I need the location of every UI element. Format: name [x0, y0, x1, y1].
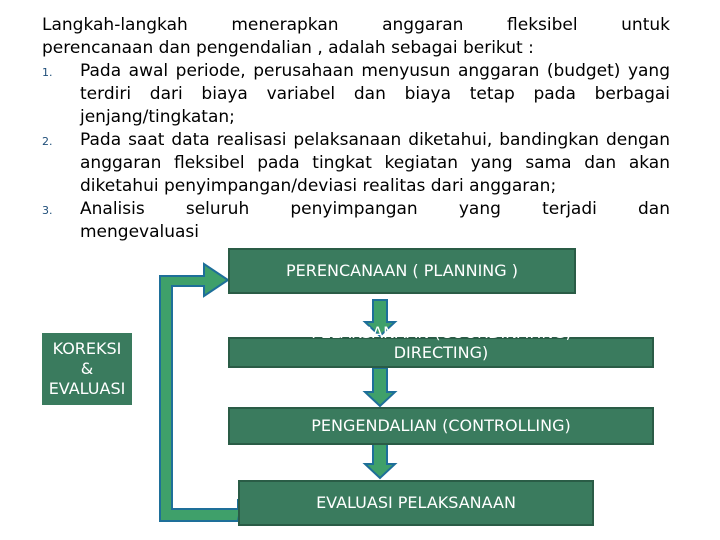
koreksi-label-line-3: EVALUASI [48, 379, 126, 398]
list-item-text-line-2: mengevaluasi [80, 222, 200, 242]
list-number: 1. [42, 66, 53, 79]
pelaksanaan-label-line-1: PELAKSANAAN (COORDINATING, [311, 323, 571, 342]
koreksi-label-line-1: KOREKSI [52, 339, 122, 358]
koreksi-text [49, 339, 126, 399]
pengendalian-label: PENGENDALIAN (CONTROLLING) [311, 416, 571, 435]
perencanaan-box [228, 248, 576, 294]
koreksi-label-line-2: & [80, 359, 94, 378]
intro-line-1: Langkah-langkah menerapkan anggaran fleksibel untuk [42, 15, 670, 35]
list-item-text-line-1: Analisis seluruh penyimpangan yang terjadi dan [80, 199, 670, 219]
evaluasi-pelaksanaan-label: EVALUASI PELAKSANAAN [316, 493, 516, 512]
koreksi-evaluasi-box [42, 333, 132, 405]
pelaksanaan-box [228, 323, 654, 368]
intro-line-2: perencanaan dan pengendalian , adalah sebagai berikut : [42, 38, 534, 58]
list-number: 2. [42, 135, 53, 148]
pelaksanaan-text [311, 323, 571, 363]
down-arrow-icon [365, 368, 395, 406]
feedback-loop-arrow-icon [160, 264, 240, 521]
evaluasi-pelaksanaan-box [238, 480, 594, 526]
list-item-text: Pada awal periode, perusahaan menyusun anggaran (budget) yang terdiri dari biaya variabel dan biaya tetap pada berbagai jenjang/tingkatan; [80, 61, 670, 127]
list-item-text: Pada saat data realisasi pelaksanaan diketahui, bandingkan dengan anggaran fleksibel pada tingkat kegiatan yang sama dan akan diketahui penyimpangan/deviasi realitas dari anggaran; [80, 130, 670, 196]
pengendalian-box [228, 407, 654, 445]
pelaksanaan-label-line-2: DIRECTING) [393, 343, 489, 362]
perencanaan-label: PERENCANAAN ( PLANNING ) [286, 261, 518, 280]
list-number: 3. [42, 204, 53, 217]
down-arrow-icon [365, 444, 395, 478]
